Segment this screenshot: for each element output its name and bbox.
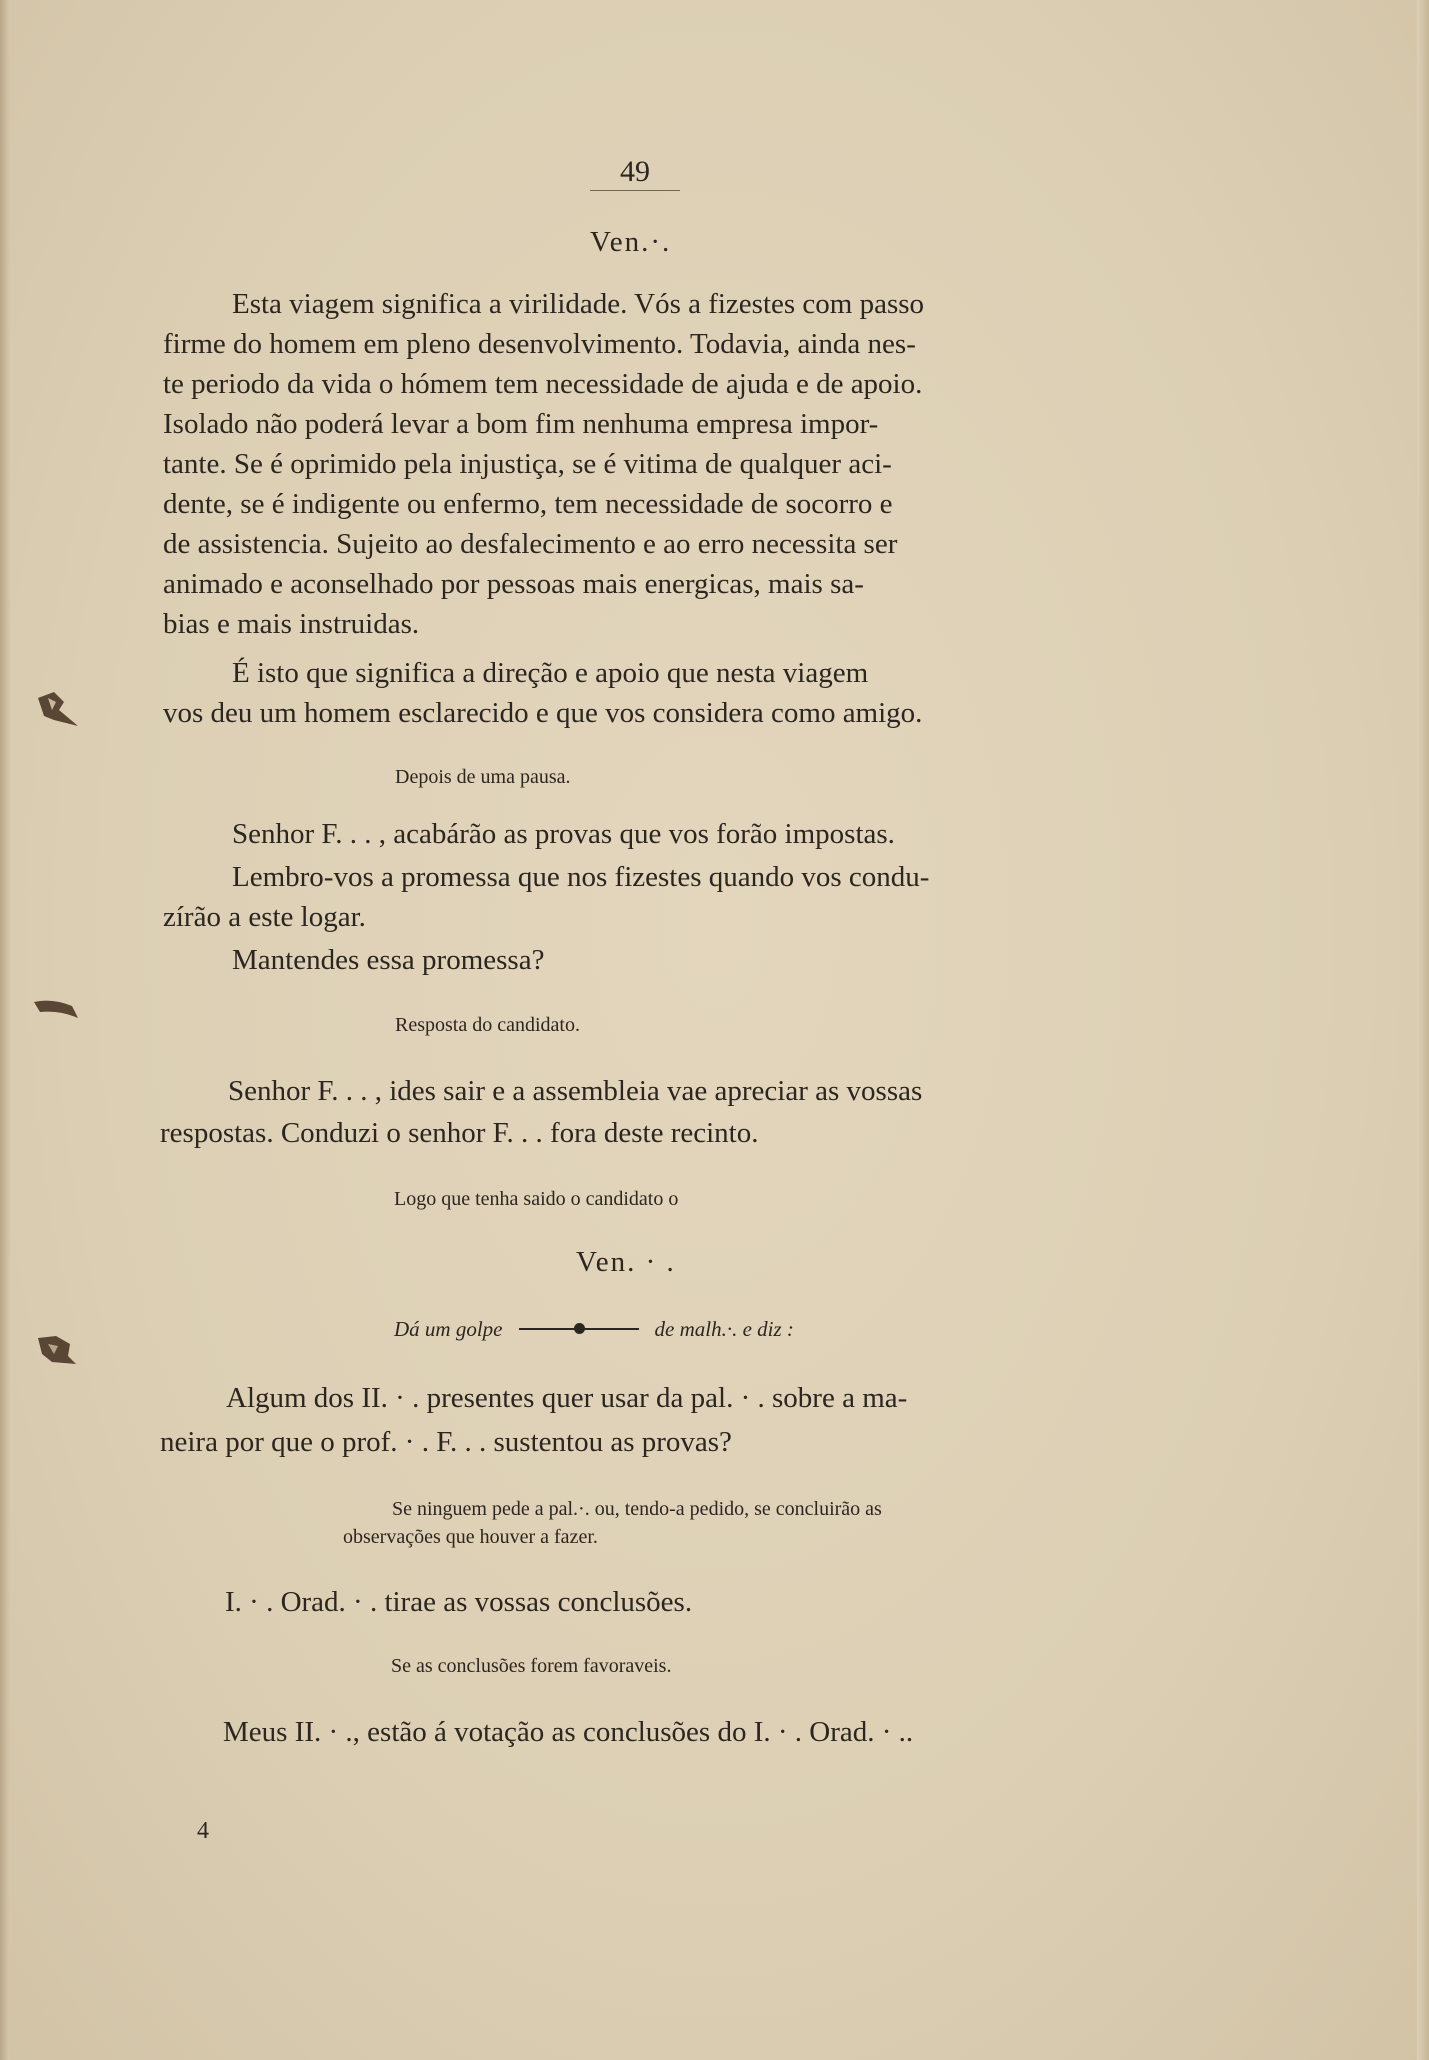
stage-direction: Se ninguem pede a pal.·. ou, tendo-a pedido, se concluirão as bbox=[392, 1498, 882, 1520]
paragraph-line: firme do homem em pleno desenvolvimento. Todavia, ainda nes- bbox=[163, 328, 916, 360]
paragraph-line: neira por que o prof. · . F. . . sustentou as provas? bbox=[160, 1426, 732, 1458]
stage-direction: Resposta do candidato. bbox=[395, 1014, 580, 1036]
paragraph-line: dente, se é indigente ou enfermo, tem necessidade de socorro e bbox=[163, 488, 893, 520]
paragraph-line: Senhor F. . . , ides sair e a assembleia vae apreciar as vossas bbox=[228, 1075, 923, 1107]
paragraph-line: tante. Se é oprimido pela injustiça, se é vitima de qualquer aci- bbox=[163, 448, 892, 480]
paragraph-line: vos deu um homem esclarecido e que vos considera como amigo. bbox=[163, 697, 923, 729]
paragraph-line: animado e aconselhado por pessoas mais energicas, mais sa- bbox=[163, 568, 864, 600]
stage-direction: Depois de uma pausa. bbox=[395, 766, 571, 788]
paragraph-line: I. · . Orad. · . tirae as vossas conclusões. bbox=[225, 1586, 693, 1618]
paragraph-line: bias e mais instruidas. bbox=[163, 608, 420, 640]
mallet-direction bbox=[394, 1310, 794, 1348]
stage-direction: Logo que tenha saido o candidato o bbox=[394, 1188, 679, 1210]
stage-direction: observações que houver a fazer. bbox=[343, 1526, 598, 1548]
paragraph-line: zírão a este logar. bbox=[163, 901, 366, 933]
paragraph-line: Mantendes essa promessa? bbox=[232, 944, 545, 976]
mallet-direction-text: Dá um golpe bbox=[394, 1316, 503, 1341]
paragraph-line: respostas. Conduzi o senhor F. . . fora deste recinto. bbox=[160, 1117, 759, 1149]
paragraph-line: Esta viagem significa a virilidade. Vós a fizestes com passo bbox=[232, 288, 925, 320]
paper-damage-icon bbox=[34, 690, 82, 730]
paragraph-line: Senhor F. . . , acabárão as provas que vos forão impostas. bbox=[232, 818, 895, 850]
paragraph-line: Meus II. · ., estão á votação as conclusões do I. · . Orad. · .. bbox=[223, 1716, 914, 1748]
mallet-direction-text: de malh.·. e diz : bbox=[654, 1316, 794, 1341]
page-left-edge bbox=[0, 0, 10, 2060]
paragraph-line: Isolado não poderá levar a bom fim nenhuma empresa impor- bbox=[163, 408, 879, 440]
speaker-heading-ven: Ven. · . bbox=[576, 1246, 676, 1278]
paragraph-line: te periodo da vida o hómem tem necessidade de ajuda e de apoio. bbox=[163, 368, 923, 400]
paragraph-line: Algum dos II. · . presentes quer usar da pal. · . sobre a ma- bbox=[226, 1382, 908, 1414]
signature-number: 4 bbox=[197, 1818, 209, 1844]
paper-damage-icon bbox=[32, 1330, 80, 1370]
paragraph-line: Lembro-vos a promessa que nos fizestes quando vos condu- bbox=[232, 861, 930, 893]
mallet-dot-icon bbox=[574, 1323, 585, 1334]
page-right-edge bbox=[1417, 0, 1429, 2060]
speaker-heading-ven: Ven.·. bbox=[590, 226, 672, 258]
paragraph-line: É isto que significa a direção e apoio que nesta viagem bbox=[232, 657, 869, 689]
paragraph-line: de assistencia. Sujeito ao desfalecimento e ao erro necessita ser bbox=[163, 528, 898, 560]
mallet-dash-icon bbox=[519, 1328, 639, 1330]
stage-direction: Se as conclusões forem favoraveis. bbox=[391, 1655, 672, 1677]
page-number: 49 bbox=[590, 154, 680, 191]
paper-damage-icon bbox=[32, 988, 80, 1028]
